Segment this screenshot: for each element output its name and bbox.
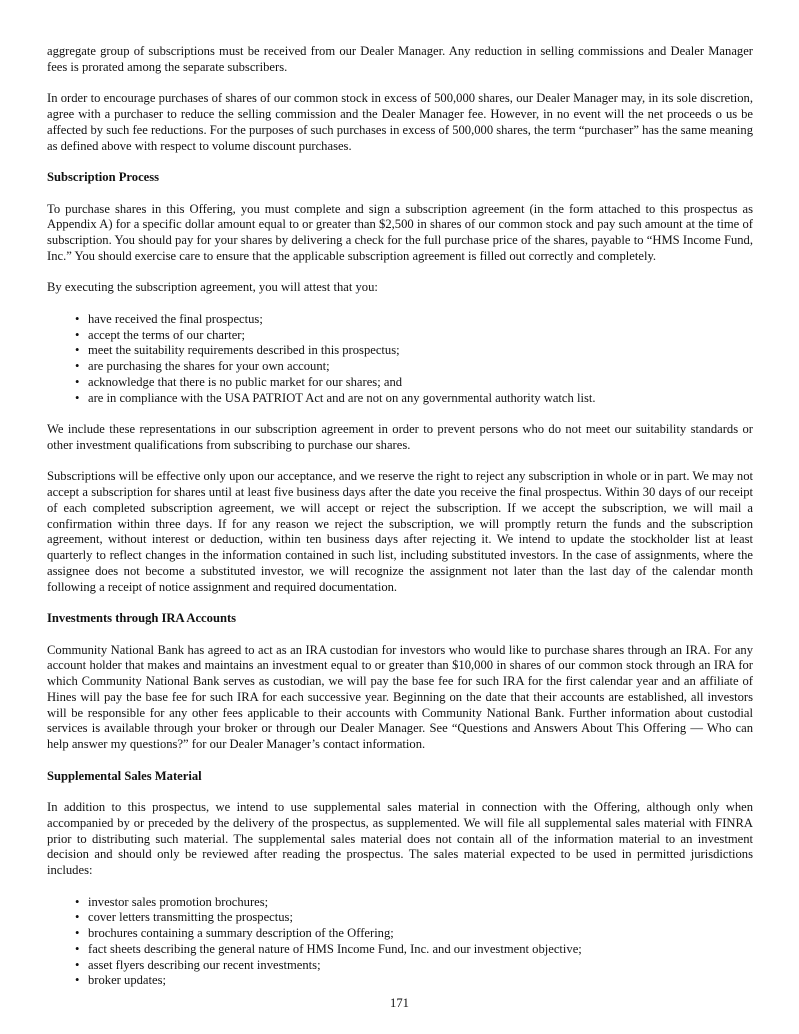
list-item: • cover letters transmitting the prospectus;: [75, 910, 293, 925]
bullet-icon: •: [75, 926, 80, 940]
list-item: • are in compliance with the USA PATRIOT Act and are not on any governmental authority watch list.: [75, 390, 596, 405]
bullet-icon: •: [75, 910, 80, 925]
attestation-list: [47, 312, 753, 407]
list-item: • brochures containing a summary description of the Offering;: [75, 926, 394, 940]
list-item: • asset flyers describing our recent investments;: [75, 957, 321, 972]
paragraph-aggregate-subscriptions: aggregate group of subscriptions must be received from our Dealer Manager. Any reduction in selling commissions and Dealer Manager fees is prorated among the separate subscribers.: [47, 44, 753, 74]
heading-ira-accounts: Investments through IRA Accounts: [47, 611, 237, 625]
bullet-icon: •: [75, 359, 80, 373]
bullet-icon: •: [75, 941, 80, 956]
bullet-icon: •: [75, 957, 80, 972]
list-item: • are purchasing the shares for your own account;: [75, 359, 330, 373]
list-item: • meet the suitability requirements described in this prospectus;: [75, 343, 400, 358]
paragraph-subscription-instructions: To purchase shares in this Offering, you must complete and sign a subscription agreement (in the form attached to this prospectus as Appendix A) for a specific dollar amount equal to or greater than $2,500 in shares of our common stock and pay such amount at the time of subscription. You should pay for your shares by delivering a check for the full purchase price of the shares, payable to “HMS Income Fund, Inc.” You should exercise care to ensure that the applicable subscription agreement is filled out correctly and completely.: [47, 201, 753, 263]
paragraph-attestation-intro: By executing the subscription agreement, you will attest that you:: [47, 280, 378, 295]
paragraph-volume-discount: In order to encourage purchases of shares of our common stock in excess of 500,000 shares, our Dealer Manager may, in its sole discretion, agree with a purchaser to reduce the selling commission and the Dealer Manager fee. However, in no event will the net proceeds o us be affected by such fee reductions. For the purposes of such purchases in excess of 500,000 shares, the term “purchaser” has the same meaning as defined above with respect to volume discount purchases.: [47, 91, 753, 153]
paragraph-supplemental-material: In addition to this prospectus, we intend to use supplemental sales material in connection with the Offering, although only when accompanied by or preceded by the delivery of the prospectus, as supplemented. We will file all supplemental sales material with FINRA prior to distributing such material. The supplemental sales material does not contain all of the information material to an investment decision and should only be reviewed after reading the prospectus. The sales material expected to be used in permitted jurisdictions includes:: [47, 800, 753, 877]
heading-subscription-process: Subscription Process: [47, 170, 160, 184]
bullet-icon: •: [75, 343, 80, 358]
paragraph-subscription-acceptance: Subscriptions will be effective only upon our acceptance, and we reserve the right to reject any subscription in whole or in part. We may not accept a subscription for shares until at least five business days after the date you receive the final prospectus. Within 30 days of our receipt of each completed subscription agreement, we will accept or reject the subscription. If we accept the subscription, we will mail a confirmation within three days. If for any reason we reject the subscription, we will promptly return the funds and the subscription agreement, without interest or deduction, within ten business days after rejecting it. We intend to update the stockholder list at least quarterly to reflect changes in the information contained in such list, including substituted investors. In the case of assignments, where the assignee does not become a substituted investor, we will recognize the assignment not later than the last day of the calendar month following a receipt of notice assignment and required documentation.: [47, 469, 753, 594]
bullet-icon: •: [75, 311, 80, 326]
bullet-icon: •: [75, 327, 80, 342]
list-item: • broker updates;: [75, 973, 166, 988]
bullet-icon: •: [75, 894, 80, 909]
paragraph-representations: We include these representations in our subscription agreement in order to prevent persons who do not meet our suitability standards or other investment qualifications from subscribing to purchase our shares.: [47, 422, 753, 452]
sales-material-list: [47, 895, 753, 990]
list-item: • accept the terms of our charter;: [75, 327, 245, 342]
document-page: [47, 44, 753, 1005]
page-number: 171: [390, 996, 409, 1010]
list-item: • investor sales promotion brochures;: [75, 894, 269, 909]
bullet-icon: •: [75, 390, 80, 405]
bullet-icon: •: [75, 374, 80, 389]
heading-supplemental-sales-material: Supplemental Sales Material: [47, 768, 202, 783]
paragraph-ira-custodian: Community National Bank has agreed to act as an IRA custodian for investors who would like to purchase shares through an IRA. For any account holder that makes and maintains an investment equal to or greater than $10,000 in shares of our common stock through an IRA for which Community National Bank serves as custodian, we will pay the base fee for such IRA for the first calendar year and an affiliate of Hines will pay the base fee for such IRA for each successive year. Beginning on the date that their accounts are established, all investors will be responsible for any other fees applicable to their accounts with Community National Bank. Further information about custodial services is available through your broker or through our Dealer Manager. See “Questions and Answers About This Offering — Who can help answer my questions?” for our Dealer Manager’s contact information.: [47, 642, 753, 751]
list-item: • acknowledge that there is no public market for our shares; and: [75, 374, 403, 389]
bullet-icon: •: [75, 973, 80, 988]
list-item: • have received the final prospectus;: [75, 311, 263, 326]
list-item: • fact sheets describing the general nature of HMS Income Fund, Inc. and our investment objective;: [75, 941, 582, 956]
